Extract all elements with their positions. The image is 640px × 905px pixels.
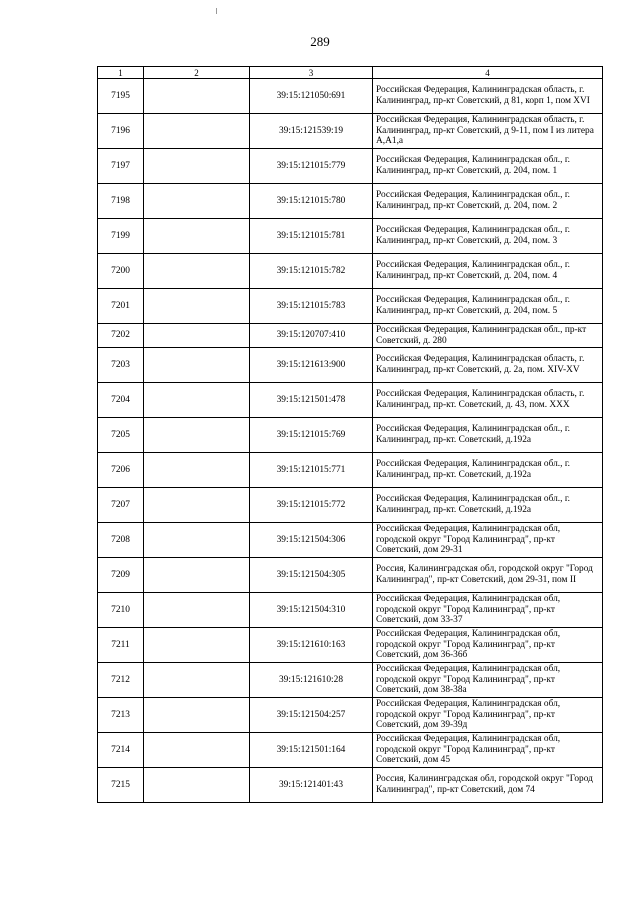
row-col2 bbox=[144, 254, 250, 289]
cadastral-number: 39:15:121015:781 bbox=[250, 219, 373, 254]
row-number: 7212 bbox=[98, 663, 144, 698]
address: Российская Федерация, Калининградская обл, городской округ "Город Калининград", пр-кт Советский, дом 29-31 bbox=[373, 523, 603, 558]
row-number: 7213 bbox=[98, 698, 144, 733]
row-number: 7199 bbox=[98, 219, 144, 254]
table-row bbox=[98, 733, 603, 768]
table-row bbox=[98, 184, 603, 219]
row-col2 bbox=[144, 523, 250, 558]
cadastral-number: 39:15:121504:305 bbox=[250, 558, 373, 593]
registry-table-body bbox=[98, 67, 603, 803]
table-row bbox=[98, 324, 603, 348]
cadastral-number: 39:15:121050:691 bbox=[250, 79, 373, 114]
address: Россия, Калининградская обл, городской округ "Город Калининград", пр-кт Советский, дом 74 bbox=[373, 768, 603, 803]
row-number: 7211 bbox=[98, 628, 144, 663]
cadastral-number: 39:15:121015:771 bbox=[250, 453, 373, 488]
row-col2 bbox=[144, 768, 250, 803]
cadastral-number: 39:15:121015:782 bbox=[250, 254, 373, 289]
cadastral-number: 39:15:121501:478 bbox=[250, 383, 373, 418]
address: Российская Федерация, Калининградская область, г. Калининград, пр-кт Советский, д 81, корп 1, пом XVI bbox=[373, 79, 603, 114]
address: Российская Федерация, Калининградская обл., г. Калининград, пр-кт. Советский, д.192а bbox=[373, 418, 603, 453]
row-col2 bbox=[144, 114, 250, 149]
address: Российская Федерация, Калининградская обл., г. Калининград, пр-кт Советский, д. 204, пом. 1 bbox=[373, 149, 603, 184]
row-number: 7198 bbox=[98, 184, 144, 219]
address: Российская Федерация, Калининградская обл., г. Калининград, пр-кт Советский, д. 204, пом. 2 bbox=[373, 184, 603, 219]
row-col2 bbox=[144, 289, 250, 324]
row-col2 bbox=[144, 453, 250, 488]
table-header-row bbox=[98, 67, 603, 79]
row-number: 7196 bbox=[98, 114, 144, 149]
header-cell-1: 1 bbox=[98, 67, 144, 79]
row-col2 bbox=[144, 628, 250, 663]
table-row bbox=[98, 383, 603, 418]
registry-table bbox=[97, 66, 603, 803]
table-row bbox=[98, 79, 603, 114]
row-number: 7208 bbox=[98, 523, 144, 558]
row-number: 7200 bbox=[98, 254, 144, 289]
table-row bbox=[98, 289, 603, 324]
row-col2 bbox=[144, 733, 250, 768]
row-col2 bbox=[144, 698, 250, 733]
row-col2 bbox=[144, 558, 250, 593]
table-row bbox=[98, 628, 603, 663]
address: Российская Федерация, Калининградская обл., г. Калининград, пр-кт Советский, д. 204, пом. 5 bbox=[373, 289, 603, 324]
row-number: 7201 bbox=[98, 289, 144, 324]
address: Российская Федерация, Калининградская обл, городской округ "Город Калининград", пр-кт Советский, дом 39-39д bbox=[373, 698, 603, 733]
row-col2 bbox=[144, 593, 250, 628]
scan-mark bbox=[216, 8, 217, 14]
table-row bbox=[98, 698, 603, 733]
table-row bbox=[98, 254, 603, 289]
row-col2 bbox=[144, 184, 250, 219]
table-row bbox=[98, 219, 603, 254]
cadastral-number: 39:15:121015:779 bbox=[250, 149, 373, 184]
address: Российская Федерация, Калининградская обл, городской округ "Город Калининград", пр-кт Советский, дом 38-38а bbox=[373, 663, 603, 698]
row-number: 7215 bbox=[98, 768, 144, 803]
row-number: 7195 bbox=[98, 79, 144, 114]
address: Российская Федерация, Калининградская область, г. Калининград, пр-кт Советский, д. 2а, пом. XIV-XV bbox=[373, 348, 603, 383]
cadastral-number: 39:15:121504:310 bbox=[250, 593, 373, 628]
header-cell-3: 3 bbox=[250, 67, 373, 79]
row-number: 7209 bbox=[98, 558, 144, 593]
table-row bbox=[98, 114, 603, 149]
row-number: 7210 bbox=[98, 593, 144, 628]
address: Российская Федерация, Калининградская обл, городской округ "Город Калининград", пр-кт Советский, дом 36-36б bbox=[373, 628, 603, 663]
row-number: 7203 bbox=[98, 348, 144, 383]
table-row bbox=[98, 149, 603, 184]
row-number: 7206 bbox=[98, 453, 144, 488]
table-row bbox=[98, 453, 603, 488]
row-col2 bbox=[144, 219, 250, 254]
cadastral-number: 39:15:121015:783 bbox=[250, 289, 373, 324]
address: Россия, Калининградская обл, городской округ "Город Калининград", пр-кт Советский, дом 29-31, пом II bbox=[373, 558, 603, 593]
cadastral-number: 39:15:121539:19 bbox=[250, 114, 373, 149]
row-col2 bbox=[144, 663, 250, 698]
row-col2 bbox=[144, 418, 250, 453]
address: Российская Федерация, Калининградская обл, городской округ "Город Калининград", пр-кт Советский, дом 33-37 bbox=[373, 593, 603, 628]
cadastral-number: 39:15:121504:257 bbox=[250, 698, 373, 733]
cadastral-number: 39:15:121610:28 bbox=[250, 663, 373, 698]
table-row bbox=[98, 418, 603, 453]
address: Российская Федерация, Калининградская обл., г. Калининград, пр-кт. Советский, д.192а bbox=[373, 488, 603, 523]
table-row bbox=[98, 348, 603, 383]
table-row bbox=[98, 768, 603, 803]
cadastral-number: 39:15:121015:772 bbox=[250, 488, 373, 523]
table-row bbox=[98, 593, 603, 628]
address: Российская Федерация, Калининградская область, г. Калининград, пр-кт. Советский, д. 43, пом. XXX bbox=[373, 383, 603, 418]
cadastral-number: 39:15:121504:306 bbox=[250, 523, 373, 558]
header-cell-4: 4 bbox=[373, 67, 603, 79]
page-number: 289 bbox=[310, 34, 330, 49]
row-col2 bbox=[144, 79, 250, 114]
address: Российская Федерация, Калининградская обл, городской округ "Город Калининград", пр-кт Советский, дом 45 bbox=[373, 733, 603, 768]
address: Российская Федерация, Калининградская область, г. Калининград, пр-кт Советский, д 9-11, пом I из литера А,А1,а bbox=[373, 114, 603, 149]
row-col2 bbox=[144, 488, 250, 523]
cadastral-number: 39:15:120707:410 bbox=[250, 324, 373, 348]
cadastral-number: 39:15:121610:163 bbox=[250, 628, 373, 663]
row-number: 7207 bbox=[98, 488, 144, 523]
row-number: 7202 bbox=[98, 324, 144, 348]
cadastral-number: 39:15:121501:164 bbox=[250, 733, 373, 768]
table-row bbox=[98, 558, 603, 593]
cadastral-number: 39:15:121401:43 bbox=[250, 768, 373, 803]
row-col2 bbox=[144, 324, 250, 348]
table-row bbox=[98, 663, 603, 698]
table-row bbox=[98, 523, 603, 558]
cadastral-number: 39:15:121015:769 bbox=[250, 418, 373, 453]
header-cell-2: 2 bbox=[144, 67, 250, 79]
row-number: 7214 bbox=[98, 733, 144, 768]
row-number: 7197 bbox=[98, 149, 144, 184]
cadastral-number: 39:15:121015:780 bbox=[250, 184, 373, 219]
row-col2 bbox=[144, 383, 250, 418]
row-col2 bbox=[144, 348, 250, 383]
address: Российская Федерация, Калининградская обл., г. Калининград, пр-кт. Советский, д.192а bbox=[373, 453, 603, 488]
row-col2 bbox=[144, 149, 250, 184]
row-number: 7205 bbox=[98, 418, 144, 453]
row-number: 7204 bbox=[98, 383, 144, 418]
address: Российская Федерация, Калининградская обл., г. Калининград, пр-кт Советский, д. 204, пом. 3 bbox=[373, 219, 603, 254]
table-row bbox=[98, 488, 603, 523]
cadastral-number: 39:15:121613:900 bbox=[250, 348, 373, 383]
address: Российская Федерация, Калининградская обл., пр-кт Советский, д. 280 bbox=[373, 324, 603, 348]
address: Российская Федерация, Калининградская обл., г. Калининград, пр-кт Советский, д. 204, пом. 4 bbox=[373, 254, 603, 289]
